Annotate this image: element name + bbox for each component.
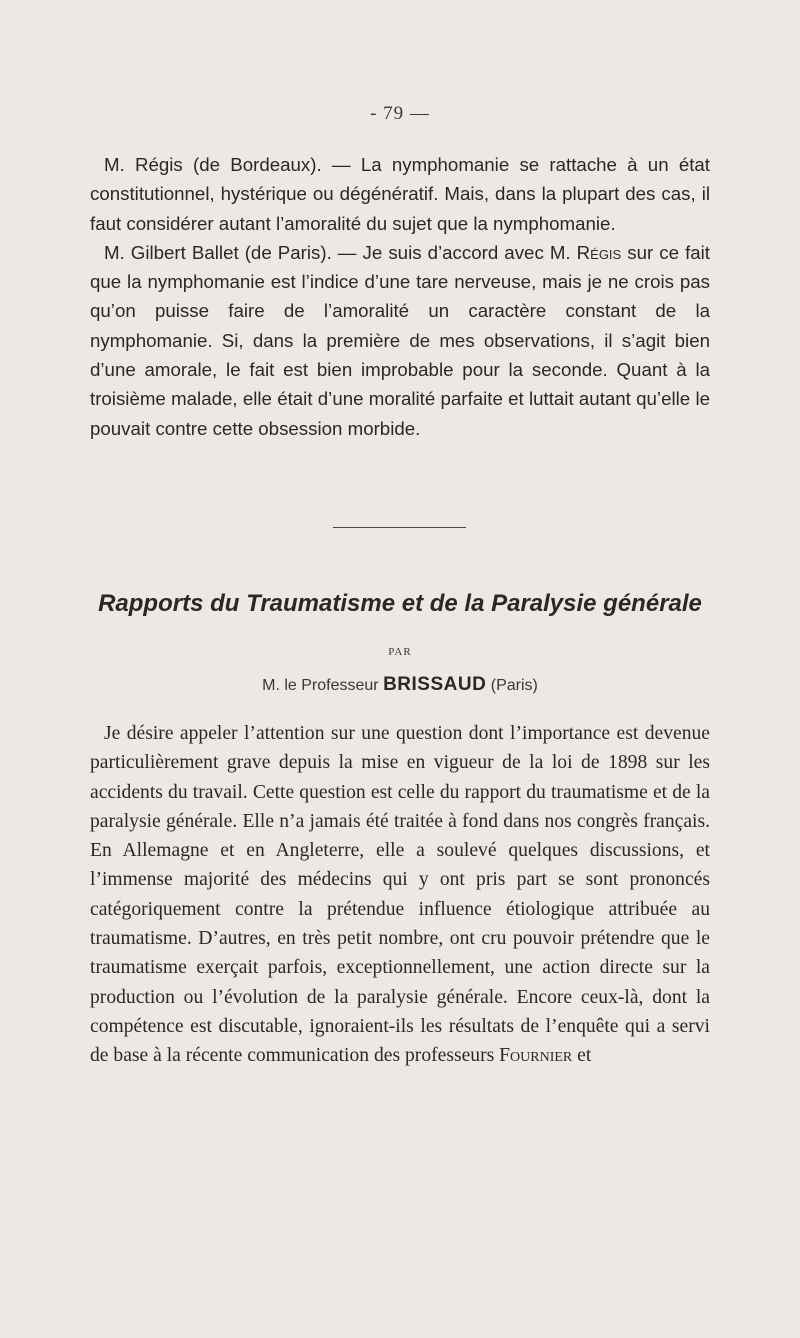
page-number: - 79 — <box>370 103 430 124</box>
cited-name: Régis <box>576 241 622 263</box>
author-name: BRISSAUD <box>383 674 487 695</box>
author-line <box>0 674 800 696</box>
discussion-section <box>90 150 710 443</box>
paragraph-text: Je désire appeler l’attention sur une question dont l’importance est devenue particulièrement grave depuis la mise en vigueur de la loi de 1898 sur les accidents du travail. Cette question est celle du rapport du traumatisme et de la paralysie générale. Elle n’a jamais été traitée à fond dans nos congrès français. En Allemagne et en Angleterre, elle a soulevé quelques discussions, et l’immense majorité des médecins qui y ont pris part se sont prononcés catégoriquement contre la prétendue influence étiologique attribuée au traumatisme. D’autres, en très petit nombre, ont cru pouvoir prétendre que le traumatisme exerçait parfois, exceptionnellement, une action directe sur la production ou l’évolution de la paralysie générale. Encore ceux-là, dont la compétence est discutable, ignoraient-ils les résultats de l’enquête qui a servi de base à la récente communication des professeurs <box>90 723 710 1067</box>
article-title: Rapports du Traumatisme et de la Paralysie générale <box>98 590 702 617</box>
author-prefix: M. le Professeur <box>262 677 384 694</box>
paragraph-text: et <box>572 1045 592 1067</box>
paragraph-text: (de Bordeaux). — La nymphomanie se rattache à un état constitutionnel, hystérique ou dégénératif. Mais, dans la plupart des cas, il faut considérer autant l’amoralité du sujet que la nymphomanie. <box>90 154 710 234</box>
paragraph-text: sur ce fait que la nymphomanie est l’indice d’une tare nerveuse, mais je ne crois pas qu’on puisse faire de l’amoralité un caractère constant de la nymphomanie. Si, dans la première de mes observations, il s’agit bien d’une amorale, le fait est bien improbable pour la seconde. Quant à la troisième malade, elle était d’une moralité parfaite et luttait autant qu’elle le pouvait contre cette obsession morbide. <box>90 241 710 439</box>
speaker-regis: M. Régis <box>104 154 183 175</box>
article-body <box>90 719 710 1071</box>
speaker-ballet: M. Gilbert Ballet <box>104 241 239 263</box>
cited-name: Fournier <box>499 1045 573 1067</box>
body-paragraph <box>90 719 710 1071</box>
paragraph-text: (de Paris). — Je suis d’accord avec M. <box>238 241 577 263</box>
paragraph-regis <box>90 150 710 238</box>
byline-par: PAR <box>388 646 412 658</box>
author-location: (Paris) <box>486 677 538 694</box>
paragraph-ballet <box>90 238 710 443</box>
section-divider <box>333 527 466 528</box>
